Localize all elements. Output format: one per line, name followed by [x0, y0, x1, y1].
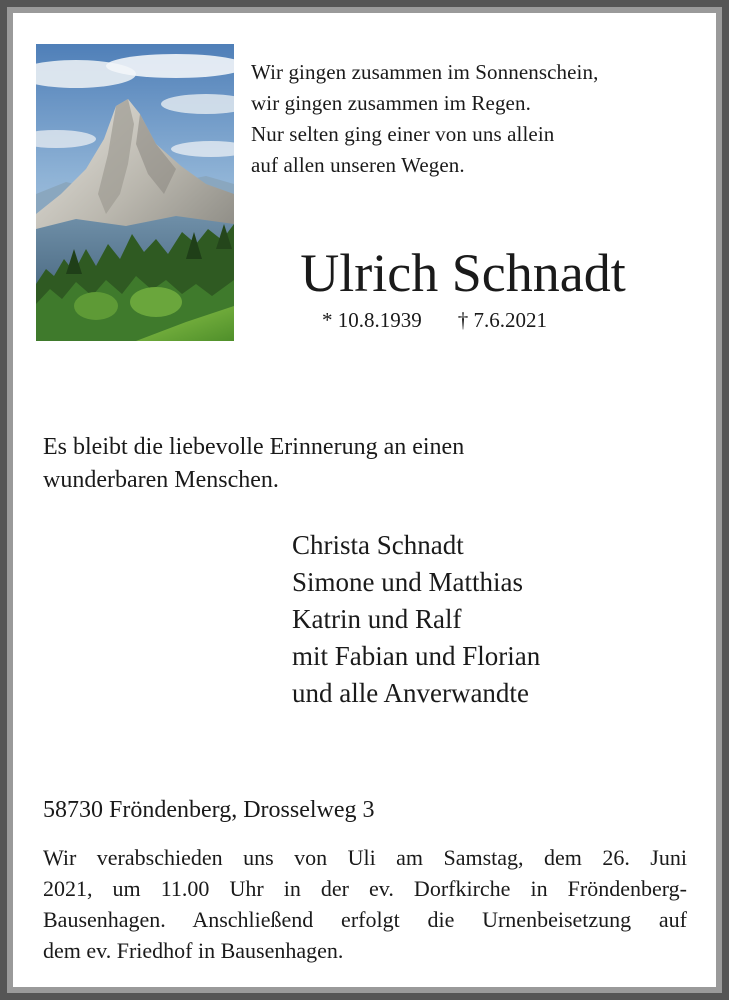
- mourner-line: Simone und Matthias: [292, 567, 523, 597]
- birth-date: * 10.8.1939: [322, 308, 422, 332]
- life-dates: [322, 306, 547, 334]
- memory-line: Es bleibt die liebevolle Erinnerung an einen: [43, 434, 465, 460]
- service-line: 2021, um 11.00 Uhr in der ev. Dorfkirche in Fröndenberg-: [43, 876, 687, 901]
- address: 58730 Fröndenberg, Drosselweg 3: [43, 797, 375, 823]
- service-line: Wir verabschieden uns von Uli am Samstag, dem 26. Juni: [43, 845, 687, 870]
- poem: [251, 57, 598, 181]
- mourner-line: Christa Schnadt: [292, 530, 464, 560]
- frame-border: [7, 7, 722, 993]
- service-line: Bausenhagen. Anschließend erfolgt die Urnenbeisetzung auf: [43, 907, 687, 932]
- mourner-line: und alle Anverwandte: [292, 678, 529, 708]
- deceased-name: Ulrich Schnadt: [300, 243, 626, 303]
- family-mourners: [292, 527, 540, 712]
- mourner-line: mit Fabian und Florian: [292, 641, 541, 671]
- poem-line: wir gingen zusammen im Regen.: [251, 91, 531, 115]
- service-line: dem ev. Friedhof in Bausenhagen.: [43, 938, 344, 963]
- poem-line: Nur selten ging einer von uns allein: [251, 122, 555, 146]
- memory-line: wunderbaren Menschen.: [43, 467, 279, 493]
- obituary-notice: [13, 13, 716, 987]
- service-info: [43, 842, 687, 966]
- mourner-line: Katrin und Ralf: [292, 604, 462, 634]
- mountain-photo: [36, 44, 234, 341]
- poem-line: auf allen unseren Wegen.: [251, 153, 465, 177]
- memory-text: [43, 431, 464, 497]
- death-date: † 7.6.2021: [457, 308, 547, 332]
- poem-line: Wir gingen zusammen im Sonnenschein,: [251, 60, 599, 84]
